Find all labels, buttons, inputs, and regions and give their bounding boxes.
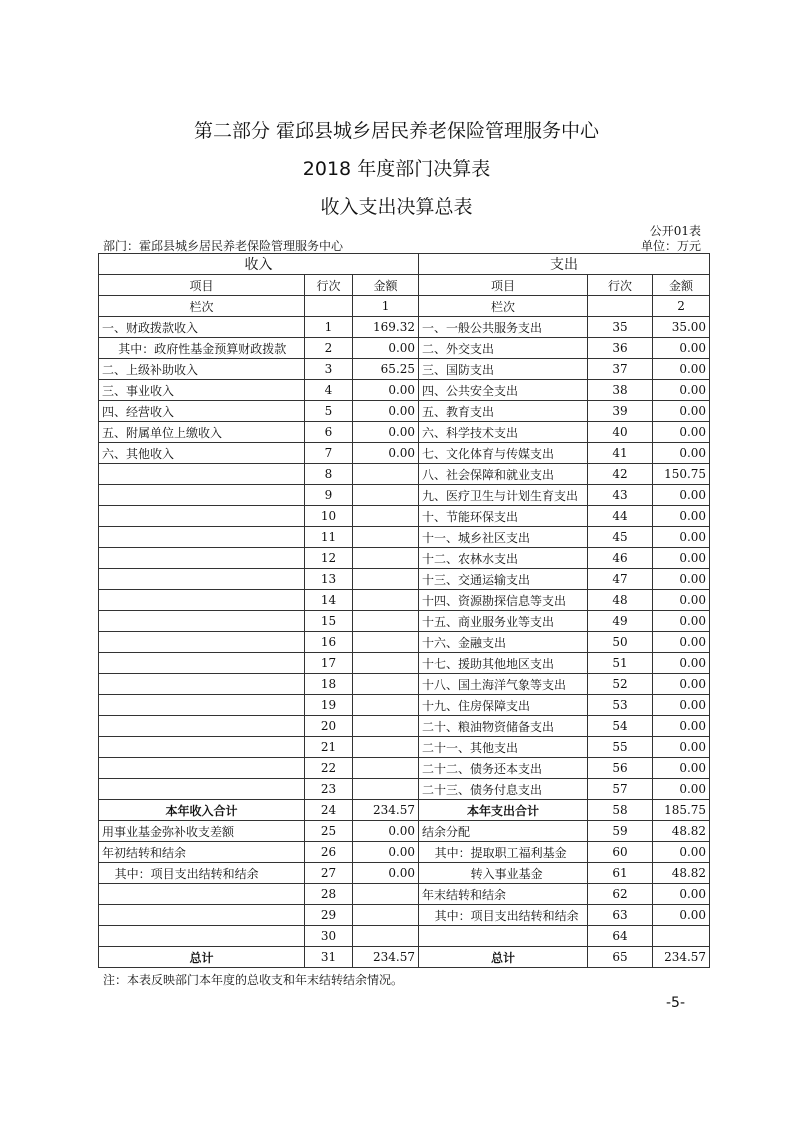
table-row [99,317,710,338]
expense-row-number: 46 [588,548,653,569]
income-item-header: 项目 [99,275,305,296]
income-item [99,674,305,695]
income-item: 六、其他收入 [99,443,305,464]
income-row-number: 10 [305,506,353,527]
expense-amount: 0.00 [653,695,710,716]
department-label: 部门：霍邱县城乡居民养老保险管理服务中心 [103,239,344,253]
expense-amount-header: 金额 [653,275,710,296]
expense-amount: 0.00 [653,527,710,548]
income-row-number: 9 [305,485,353,506]
expense-amount: 0.00 [653,359,710,380]
income-row-number: 12 [305,548,353,569]
income-item: 其中：政府性基金预算财政拨款 [99,338,305,359]
expense-row-number: 42 [588,464,653,485]
section-header-row [99,254,710,275]
income-row-number: 18 [305,674,353,695]
income-amount [353,527,419,548]
income-row-number: 7 [305,443,353,464]
income-row-number: 20 [305,716,353,737]
income-row-number: 14 [305,590,353,611]
income-expense-table [98,253,710,968]
page-number: -5- [666,995,686,1011]
expense-row-number: 35 [588,317,653,338]
income-item [99,485,305,506]
expense-item: 十一、城乡社区支出 [419,527,588,548]
table-row [99,821,710,842]
expense-amount: 0.00 [653,737,710,758]
expense-item: 十二、农林水支出 [419,548,588,569]
expense-row-number: 58 [588,800,653,821]
expense-item: 五、教育支出 [419,401,588,422]
income-row-number: 15 [305,611,353,632]
expense-row-number: 53 [588,695,653,716]
table-row [99,590,710,611]
expense-amount: 234.57 [653,947,710,968]
expense-amount: 0.00 [653,779,710,800]
income-amount: 0.00 [353,401,419,422]
income-amount: 0.00 [353,842,419,863]
income-amount [353,464,419,485]
income-amount [353,737,419,758]
income-index-empty [305,296,353,317]
expense-row-number: 36 [588,338,653,359]
income-section-header: 收入 [99,254,419,275]
income-item: 用事业基金弥补收支差额 [99,821,305,842]
income-item [99,548,305,569]
expense-item: 十八、国土海洋气象等支出 [419,674,588,695]
income-index-label: 栏次 [99,296,305,317]
table-note: 注：本表反映部门本年度的总收支和年末结转结余情况。 [103,973,404,987]
expense-item: 本年支出合计 [419,800,588,821]
expense-amount: 0.00 [653,422,710,443]
expense-amount: 0.00 [653,884,710,905]
income-row-number: 27 [305,863,353,884]
income-amount [353,926,419,947]
expense-amount: 0.00 [653,506,710,527]
expense-item: 三、国防支出 [419,359,588,380]
income-amount: 0.00 [353,422,419,443]
expense-amount: 0.00 [653,548,710,569]
income-row-number: 25 [305,821,353,842]
income-row-number: 26 [305,842,353,863]
expense-amount: 48.82 [653,863,710,884]
expense-amount: 185.75 [653,800,710,821]
income-row-number: 29 [305,905,353,926]
expense-amount [653,926,710,947]
income-amount [353,485,419,506]
expense-amount: 0.00 [653,401,710,422]
table-row [99,758,710,779]
table-row [99,905,710,926]
expense-row-number: 37 [588,359,653,380]
expense-amount: 0.00 [653,632,710,653]
income-row-number: 28 [305,884,353,905]
expense-row-number: 39 [588,401,653,422]
income-amount [353,884,419,905]
expense-amount: 0.00 [653,905,710,926]
table-row [99,653,710,674]
table-row [99,401,710,422]
expense-index-empty [588,296,653,317]
table-row [99,569,710,590]
expense-item-header: 项目 [419,275,588,296]
income-row-number: 31 [305,947,353,968]
expense-row-number: 63 [588,905,653,926]
income-item [99,905,305,926]
table-row [99,380,710,401]
income-item: 年初结转和结余 [99,842,305,863]
expense-row-number: 50 [588,632,653,653]
table-title: 收入支出决算总表 [320,196,473,218]
expense-row-number: 49 [588,611,653,632]
expense-amount: 0.00 [653,338,710,359]
expense-row-number: 48 [588,590,653,611]
table-row [99,800,710,821]
income-row-number: 22 [305,758,353,779]
expense-item: 六、科学技术支出 [419,422,588,443]
expense-section-header: 支出 [419,254,710,275]
expense-item: 十三、交通运输支出 [419,569,588,590]
income-item: 总计 [99,947,305,968]
income-amount [353,716,419,737]
expense-row-number: 62 [588,884,653,905]
income-amount [353,653,419,674]
income-amount [353,695,419,716]
income-amount [353,905,419,926]
table-row [99,443,710,464]
table-row [99,695,710,716]
income-item: 五、附属单位上缴收入 [99,422,305,443]
income-row-number: 21 [305,737,353,758]
form-number: 公开01表 [649,224,701,238]
table-row [99,674,710,695]
expense-amount: 0.00 [653,674,710,695]
expense-row-number: 64 [588,926,653,947]
expense-row-number: 41 [588,443,653,464]
income-amount [353,779,419,800]
expense-item: 结余分配 [419,821,588,842]
income-amount: 0.00 [353,338,419,359]
table-row [99,359,710,380]
expense-amount: 0.00 [653,443,710,464]
table-row [99,506,710,527]
expense-row-number: 40 [588,422,653,443]
expense-amount: 35.00 [653,317,710,338]
expense-item: 二十二、债务还本支出 [419,758,588,779]
expense-amount: 0.00 [653,842,710,863]
expense-row-number: 59 [588,821,653,842]
income-amount [353,590,419,611]
expense-item: 转入事业基金 [419,863,588,884]
expense-row-number: 38 [588,380,653,401]
expense-row-number: 61 [588,863,653,884]
income-row-number: 19 [305,695,353,716]
expense-index-value: 2 [653,296,710,317]
expense-row-number: 52 [588,674,653,695]
income-item [99,527,305,548]
income-amount: 0.00 [353,443,419,464]
income-amount [353,506,419,527]
expense-row-number: 45 [588,527,653,548]
table-row [99,779,710,800]
income-row-number: 30 [305,926,353,947]
income-item [99,464,305,485]
income-amount: 0.00 [353,863,419,884]
income-row-number: 1 [305,317,353,338]
income-item [99,716,305,737]
expense-item: 一、一般公共服务支出 [419,317,588,338]
table-row [99,548,710,569]
income-row-number: 2 [305,338,353,359]
expense-row-number: 65 [588,947,653,968]
expense-item: 十五、商业服务业等支出 [419,611,588,632]
income-item [99,779,305,800]
expense-amount: 0.00 [653,611,710,632]
table-row [99,926,710,947]
income-amount: 65.25 [353,359,419,380]
table-row [99,863,710,884]
table-row [99,737,710,758]
expense-amount: 0.00 [653,380,710,401]
income-item [99,611,305,632]
expense-row-number: 57 [588,779,653,800]
expense-item: 七、文化体育与传媒支出 [419,443,588,464]
expense-item: 十六、金融支出 [419,632,588,653]
income-item [99,506,305,527]
expense-item: 十、节能环保支出 [419,506,588,527]
expense-amount: 0.00 [653,653,710,674]
income-amount [353,611,419,632]
income-amount: 0.00 [353,380,419,401]
expense-row-number: 55 [588,737,653,758]
expense-amount: 0.00 [653,590,710,611]
expense-amount: 0.00 [653,485,710,506]
expense-item: 二十三、债务付息支出 [419,779,588,800]
income-item [99,695,305,716]
income-row-number: 11 [305,527,353,548]
document-subtitle: 2018 年度部门决算表 [302,158,491,180]
table-row [99,422,710,443]
expense-item: 年末结转和结余 [419,884,588,905]
expense-amount: 0.00 [653,758,710,779]
income-item: 四、经营收入 [99,401,305,422]
income-amount [353,674,419,695]
table-row [99,611,710,632]
income-item [99,653,305,674]
income-item: 二、上级补助收入 [99,359,305,380]
expense-row-number: 54 [588,716,653,737]
income-row-number: 16 [305,632,353,653]
table-row [99,464,710,485]
expense-amount: 0.00 [653,716,710,737]
expense-index-label: 栏次 [419,296,588,317]
income-amount: 234.57 [353,947,419,968]
expense-row-header: 行次 [588,275,653,296]
income-amount: 0.00 [353,821,419,842]
income-item [99,758,305,779]
expense-row-number: 60 [588,842,653,863]
expense-item: 十七、援助其他地区支出 [419,653,588,674]
income-item [99,632,305,653]
income-item: 三、事业收入 [99,380,305,401]
income-item [99,590,305,611]
document-title: 第二部分 霍邱县城乡居民养老保险管理服务中心 [193,120,600,142]
income-amount: 169.32 [353,317,419,338]
expense-item: 十九、住房保障支出 [419,695,588,716]
expense-row-number: 43 [588,485,653,506]
expense-item: 十四、资源勘探信息等支出 [419,590,588,611]
income-row-number: 24 [305,800,353,821]
table-row [99,527,710,548]
table-row [99,485,710,506]
income-amount [353,569,419,590]
expense-amount: 48.82 [653,821,710,842]
income-item [99,926,305,947]
income-item: 其中：项目支出结转和结余 [99,863,305,884]
income-row-number: 13 [305,569,353,590]
table-row [99,842,710,863]
expense-item: 四、公共安全支出 [419,380,588,401]
expense-item: 二、外交支出 [419,338,588,359]
expense-item: 二十一、其他支出 [419,737,588,758]
column-header-row [99,275,710,296]
expense-amount: 0.00 [653,569,710,590]
expense-amount: 150.75 [653,464,710,485]
income-row-number: 23 [305,779,353,800]
income-amount [353,758,419,779]
expense-item: 二十、粮油物资储备支出 [419,716,588,737]
income-row-number: 3 [305,359,353,380]
expense-item: 其中：项目支出结转和结余 [419,905,588,926]
income-amount-header: 金额 [353,275,419,296]
income-row-number: 17 [305,653,353,674]
income-index-value: 1 [353,296,419,317]
table-row [99,716,710,737]
expense-item [419,926,588,947]
table-row [99,338,710,359]
table-row [99,884,710,905]
income-row-number: 8 [305,464,353,485]
table-row [99,947,710,968]
expense-row-number: 51 [588,653,653,674]
income-amount [353,548,419,569]
income-item [99,737,305,758]
expense-item: 总计 [419,947,588,968]
expense-row-number: 56 [588,758,653,779]
expense-row-number: 44 [588,506,653,527]
expense-item: 九、医疗卫生与计划生育支出 [419,485,588,506]
income-item [99,884,305,905]
expense-row-number: 47 [588,569,653,590]
income-item [99,569,305,590]
income-amount: 234.57 [353,800,419,821]
expense-item: 其中：提取职工福利基金 [419,842,588,863]
unit-label: 单位：万元 [640,239,701,253]
income-row-number: 4 [305,380,353,401]
income-row-number: 6 [305,422,353,443]
column-index-row [99,296,710,317]
income-row-number: 5 [305,401,353,422]
expense-item: 八、社会保障和就业支出 [419,464,588,485]
income-amount [353,632,419,653]
income-row-header: 行次 [305,275,353,296]
income-item: 本年收入合计 [99,800,305,821]
table-row [99,632,710,653]
income-item: 一、财政拨款收入 [99,317,305,338]
